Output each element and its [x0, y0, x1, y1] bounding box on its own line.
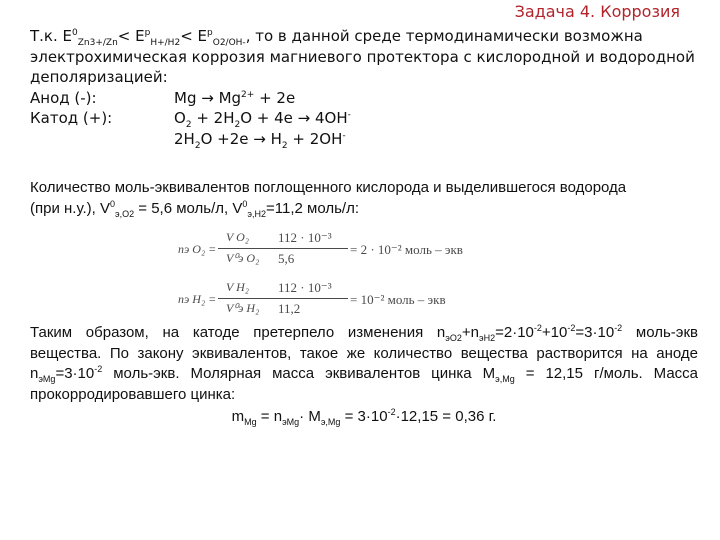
superscript: p — [207, 28, 213, 38]
subscript: 2 — [234, 120, 241, 130]
numerator-value: 112 · 10⁻³ — [278, 280, 332, 295]
superscript: -2 — [614, 323, 623, 333]
fraction-line — [218, 248, 348, 249]
superscript: -2 — [567, 323, 576, 333]
hydrogen-formula-image — [178, 280, 478, 318]
subscript: 2 — [281, 140, 288, 151]
equation-text: ·12,15 = 0,36 г. — [395, 408, 497, 425]
subscript: эMg — [38, 374, 56, 384]
equation-text: = n — [256, 408, 283, 425]
equation-text: m — [231, 408, 245, 425]
conclusion-text: моль-экв. Молярная масса эквивалентов цинка M — [102, 365, 496, 382]
cathode-reaction: O — [174, 109, 186, 127]
denominator-value: 11,2 — [278, 301, 301, 316]
cathode-reaction: + 2H — [191, 109, 235, 127]
denominator-symbol: V⁰э H₂ — [226, 301, 260, 315]
superscript: 0 — [242, 198, 248, 209]
formula-left: nэ O₂ = — [178, 242, 217, 256]
quantity-text: =11,2 моль/л: — [266, 199, 359, 217]
subscript: эO2 — [445, 333, 462, 343]
cathode-reaction: 2H — [174, 129, 195, 148]
subscript: э,Mg — [320, 417, 341, 427]
denominator-value: 5,6 — [278, 251, 295, 266]
superscript: 0 — [72, 28, 78, 38]
equation-text: · M — [299, 408, 321, 425]
cathode-line-1 — [30, 108, 698, 129]
superscript: 2+ — [241, 89, 255, 100]
subscript: эMg — [282, 417, 300, 427]
formula-result: = 2 · 10⁻² моль – экв — [350, 242, 463, 257]
quantity-block — [30, 178, 698, 219]
conclusion-block — [30, 323, 698, 428]
anode-line — [30, 88, 698, 109]
intro-block — [30, 26, 698, 149]
anode-reaction: Mg → Mg — [174, 88, 242, 107]
intro-text: , то в данной среде термодинамически возможна — [245, 27, 643, 45]
superscript: -2 — [533, 323, 542, 333]
conclusion-text: =2·10 — [495, 324, 534, 341]
conclusion-text: Таким образом, на катоде претерпело изменения n — [30, 324, 446, 341]
anode-label: Анод (-): — [30, 88, 97, 107]
conclusion-text: +n — [461, 324, 479, 341]
subscript: 2 — [194, 140, 201, 151]
conclusion-text: +10 — [541, 324, 568, 341]
subscript: Mg — [244, 417, 257, 427]
numerator-symbol: V H₂ — [226, 280, 249, 294]
cathode-line-2 — [30, 129, 698, 150]
denominator-symbol: V⁰э O₂ — [226, 251, 260, 265]
equation-text: = 3·10 — [340, 408, 388, 425]
subscript: O2/OH- — [212, 38, 246, 48]
formula-fraction — [218, 230, 348, 268]
conclusion-paragraph — [30, 323, 698, 405]
formula-left: nэ H₂ = — [178, 292, 217, 306]
numerator-symbol: V O₂ — [226, 230, 249, 244]
superscript: 0 — [109, 198, 115, 209]
superscript: -2 — [94, 364, 103, 374]
conclusion-text: =3·10 — [575, 324, 615, 341]
intro-line-3: деполяризацией: — [30, 68, 168, 86]
quantity-line-2 — [30, 199, 698, 220]
cathode-reaction: O +2e → H — [200, 129, 282, 148]
slide-title: Задача 4. Коррозия — [514, 2, 680, 21]
subscript: э,H2 — [247, 208, 266, 219]
quantity-text: = 5,6 моль/л, V — [134, 199, 243, 217]
intro-text: < E — [117, 27, 145, 45]
mass-equation — [30, 407, 698, 428]
intro-line-2: электрохимическая коррозия магниевого протектора с кислородной и водородной — [30, 47, 695, 66]
anode-reaction: + 2e — [254, 88, 296, 107]
intro-text: Т.к. E — [30, 27, 73, 45]
subscript: Zn3+/Zn — [77, 38, 118, 48]
intro-text: < E — [180, 27, 208, 45]
subscript: 2 — [185, 120, 192, 130]
cathode-reaction: O + 4e → 4OH — [240, 109, 348, 127]
conclusion-text: моль-экв вещества. По закону эквивалентов, такое же количество вещества растворится на аноде n — [30, 324, 698, 382]
intro-line-1 — [30, 26, 698, 47]
superscript: - — [347, 110, 351, 120]
subscript: H+/H2 — [150, 38, 181, 48]
superscript: - — [342, 130, 346, 141]
numerator-value: 112 · 10⁻³ — [278, 230, 332, 245]
subscript: э,O2 — [114, 208, 135, 219]
superscript: -2 — [387, 407, 396, 417]
conclusion-text: = 12,15 г/моль. Масса прокорродировавшего цинка: — [30, 365, 699, 403]
fraction-line — [218, 298, 348, 299]
quantity-line-1: Количество моль-эквивалентов поглощенного кислорода и выделившегося водорода — [30, 179, 627, 196]
formula-result: = 10⁻² моль – экв — [350, 292, 446, 307]
cathode-label: Катод (+): — [30, 109, 113, 127]
superscript: p — [144, 28, 151, 38]
oxygen-formula-image — [178, 230, 478, 268]
cathode-reaction: + 2OH — [287, 129, 343, 148]
subscript: эH2 — [479, 333, 496, 343]
conclusion-text: =3·10 — [55, 365, 95, 382]
subscript: э,Mg — [495, 374, 515, 384]
formula-fraction — [218, 280, 348, 318]
quantity-text: (при н.у.), V — [30, 199, 110, 217]
